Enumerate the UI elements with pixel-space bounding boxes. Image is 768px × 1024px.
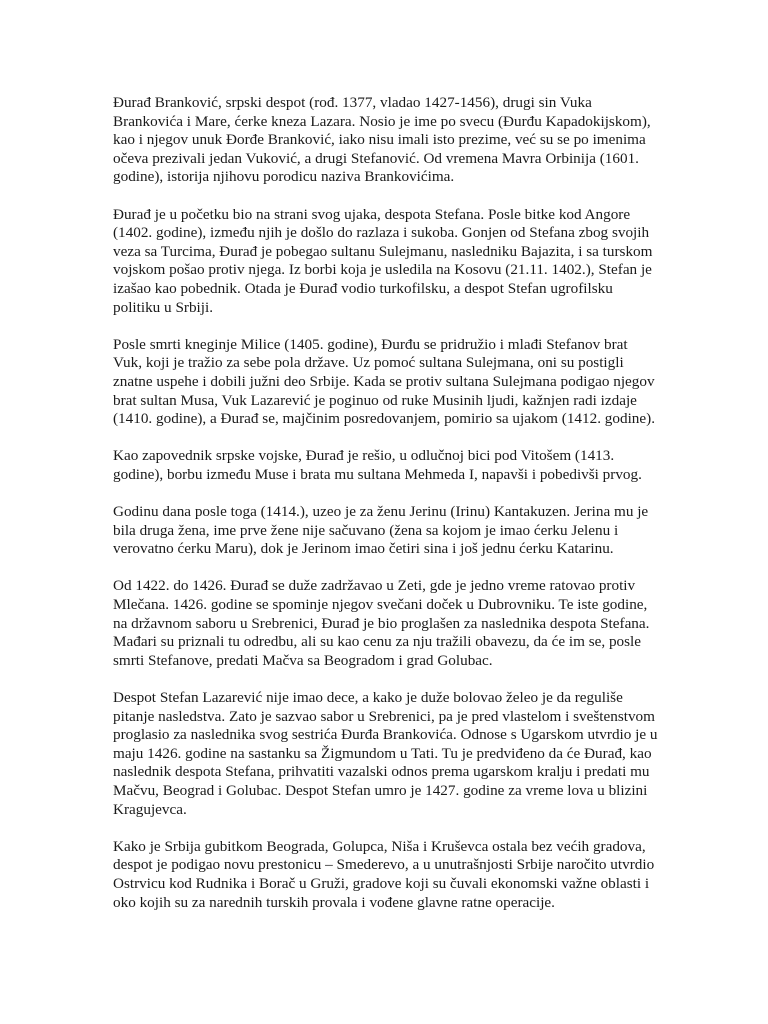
- text-line: Kao zapovednik srpske vojske, Đurađ je rešio, u odlučnoj bici pod Vitošem (1413.: [113, 447, 615, 465]
- text-line: bila druga žena, ime prve žene nije sačuvano (žena sa kojom je imao ćerku Jelenu i: [113, 521, 619, 539]
- text-line: Vuk, koji je tražio za sebe pola države. Uz pomoć sultana Sulejmana, oni su postigli: [113, 354, 624, 372]
- text-line: Despot Stefan Lazarević nije imao dece, a kako je duže bolovao želeo je da reguliše: [113, 689, 623, 706]
- text-line: Posle smrti kneginje Milice (1405. godine), Đurđu se pridružio i mlađi Stefanov brat: [113, 335, 628, 353]
- text-line: smrti Stefanove, predati Mačva sa Beogradom i grad Golubac.: [113, 651, 493, 669]
- text-line: vojskom pošao protiv njega. Iz borbi koja je usledila na Kosovu (21.11. 1402.), Stefan je: [113, 261, 652, 279]
- text-line: znatne uspehe i dobili južni deo Srbije. Kada se protiv sultana Sulejmana podigao njegov: [113, 372, 655, 390]
- text-line: Godinu dana posle toga (1414.), uzeo je za ženu Jerinu (Irinu) Kantakuzen. Jerina mu je: [113, 503, 649, 521]
- text-line: Ostrvicu kod Rudnika i Borač u Gruži, gradove koji su čuvali ekonomski važne oblasti i: [113, 874, 650, 892]
- text-line: veza sa Turcima, Đurađ je pobegao sultanu Sulejmanu, nasledniku Bajazita, i sa turskom: [113, 242, 653, 260]
- text-line: oko kojih su za narednih turskih provala i vođene glavne ratne operacije.: [113, 893, 555, 911]
- text-line: brat sultan Musa, Vuk Lazarević je poginuo od ruke Musinih ljudi, kažnjen radi izdaje: [113, 391, 637, 409]
- text-line: verovatno ćerku Maru), dok je Jerinom imao četiri sina i još jednu ćerku Katarinu.: [113, 540, 614, 558]
- document-body: [113, 94, 673, 931]
- paragraph-5: [113, 503, 673, 559]
- text-line: očeva prezivali jedan Vuković, a drugi Stefanović. Od vremena Mavra Orbinija (1601.: [113, 149, 639, 167]
- paragraph-1: [113, 94, 673, 187]
- paragraph-2: [113, 206, 673, 318]
- text-line: despot je podigao novu prestonicu – Smederevo, a u unutrašnjosti Srbije naročito utvrdio: [113, 856, 655, 874]
- text-line: godine), borbu između Muse i brata mu sultana Mehmeda I, napavši i pobedivši prvog.: [113, 465, 642, 483]
- text-line: maju 1426. godine na sastanku sa Žigmundom u Tati. Tu je predviđeno da će Đurađ, kao: [113, 744, 652, 762]
- paragraph-6: [113, 577, 673, 670]
- text-line: Brankovića i Mare, ćerke kneza Lazara. Nosio je ime po svecu (Đurđu Kapadokijskom),: [113, 112, 651, 130]
- text-line: Mlečana. 1426. godine se spominje njegov svečani doček u Dubrovniku. Te iste godine,: [113, 596, 648, 614]
- paragraph-3: [113, 336, 673, 429]
- text-line: (1410. godine), a Đurađ se, majčinim posredovanjem, pomirio sa ujakom (1412. godine).: [113, 410, 655, 428]
- text-line: Mačvu, Beograd i Golubac. Despot Stefan umro je 1427. godine za vreme lova u blizini: [113, 781, 648, 799]
- text-line: Đurađ je u početku bio na strani svog ujaka, despota Stefana. Posle bitke kod Angore: [113, 205, 631, 223]
- paragraph-4: [113, 447, 673, 484]
- text-line: Kako je Srbija gubitkom Beograda, Golupca, Niša i Kruševca ostala bez većih gradova,: [113, 837, 646, 855]
- text-line: (1402. godine), između njih je došlo do razlaza i sukoba. Gonjen od Stefana zbog svojih: [113, 224, 650, 242]
- text-line: godine), istorija njihovu porodicu naziva Brankovićima.: [113, 168, 455, 186]
- text-line: kao i njegov unuk Đorđe Branković, iako nisu imali isto prezime, već su se po imenima: [113, 131, 646, 149]
- paragraph-8: [113, 838, 673, 912]
- paragraph-7: [113, 689, 673, 819]
- text-line: naslednik despota Stefana, prihvatiti vazalski odnos prema ugarskom kralju i predati mu: [113, 763, 650, 781]
- text-line: Kragujevca.: [113, 800, 187, 818]
- text-line: politiku u Srbiji.: [113, 298, 213, 316]
- text-line: pitanje nasledstva. Zato je sazvao sabor u Srebrenici, pa je pred vlastelom i sveštenstvom: [113, 707, 655, 725]
- text-line: proglasio za naslednika svog sestrića Đurđa Brankovića. Odnose s Ugarskom utvrdio je u: [113, 726, 658, 744]
- text-line: na državnom saboru u Srebrenici, Đurađ je bio proglašen za naslednika despota Stefana.: [113, 614, 650, 632]
- text-line: Mađari su priznali tu odredbu, ali su kao cenu za nju tražili obavezu, da će im se, posle: [113, 633, 642, 651]
- text-line: Od 1422. do 1426. Đurađ se duže zadržavao u Zeti, gde je jedno vreme ratovao protiv: [113, 577, 636, 595]
- text-line: Đurađ Branković, srpski despot (rođ. 1377, vladao 1427-1456), drugi sin Vuka: [113, 94, 592, 111]
- text-line: izašao kao pobednik. Otada je Đurađ vodio turkofilsku, a despot Stefan ugrofilsku: [113, 279, 613, 297]
